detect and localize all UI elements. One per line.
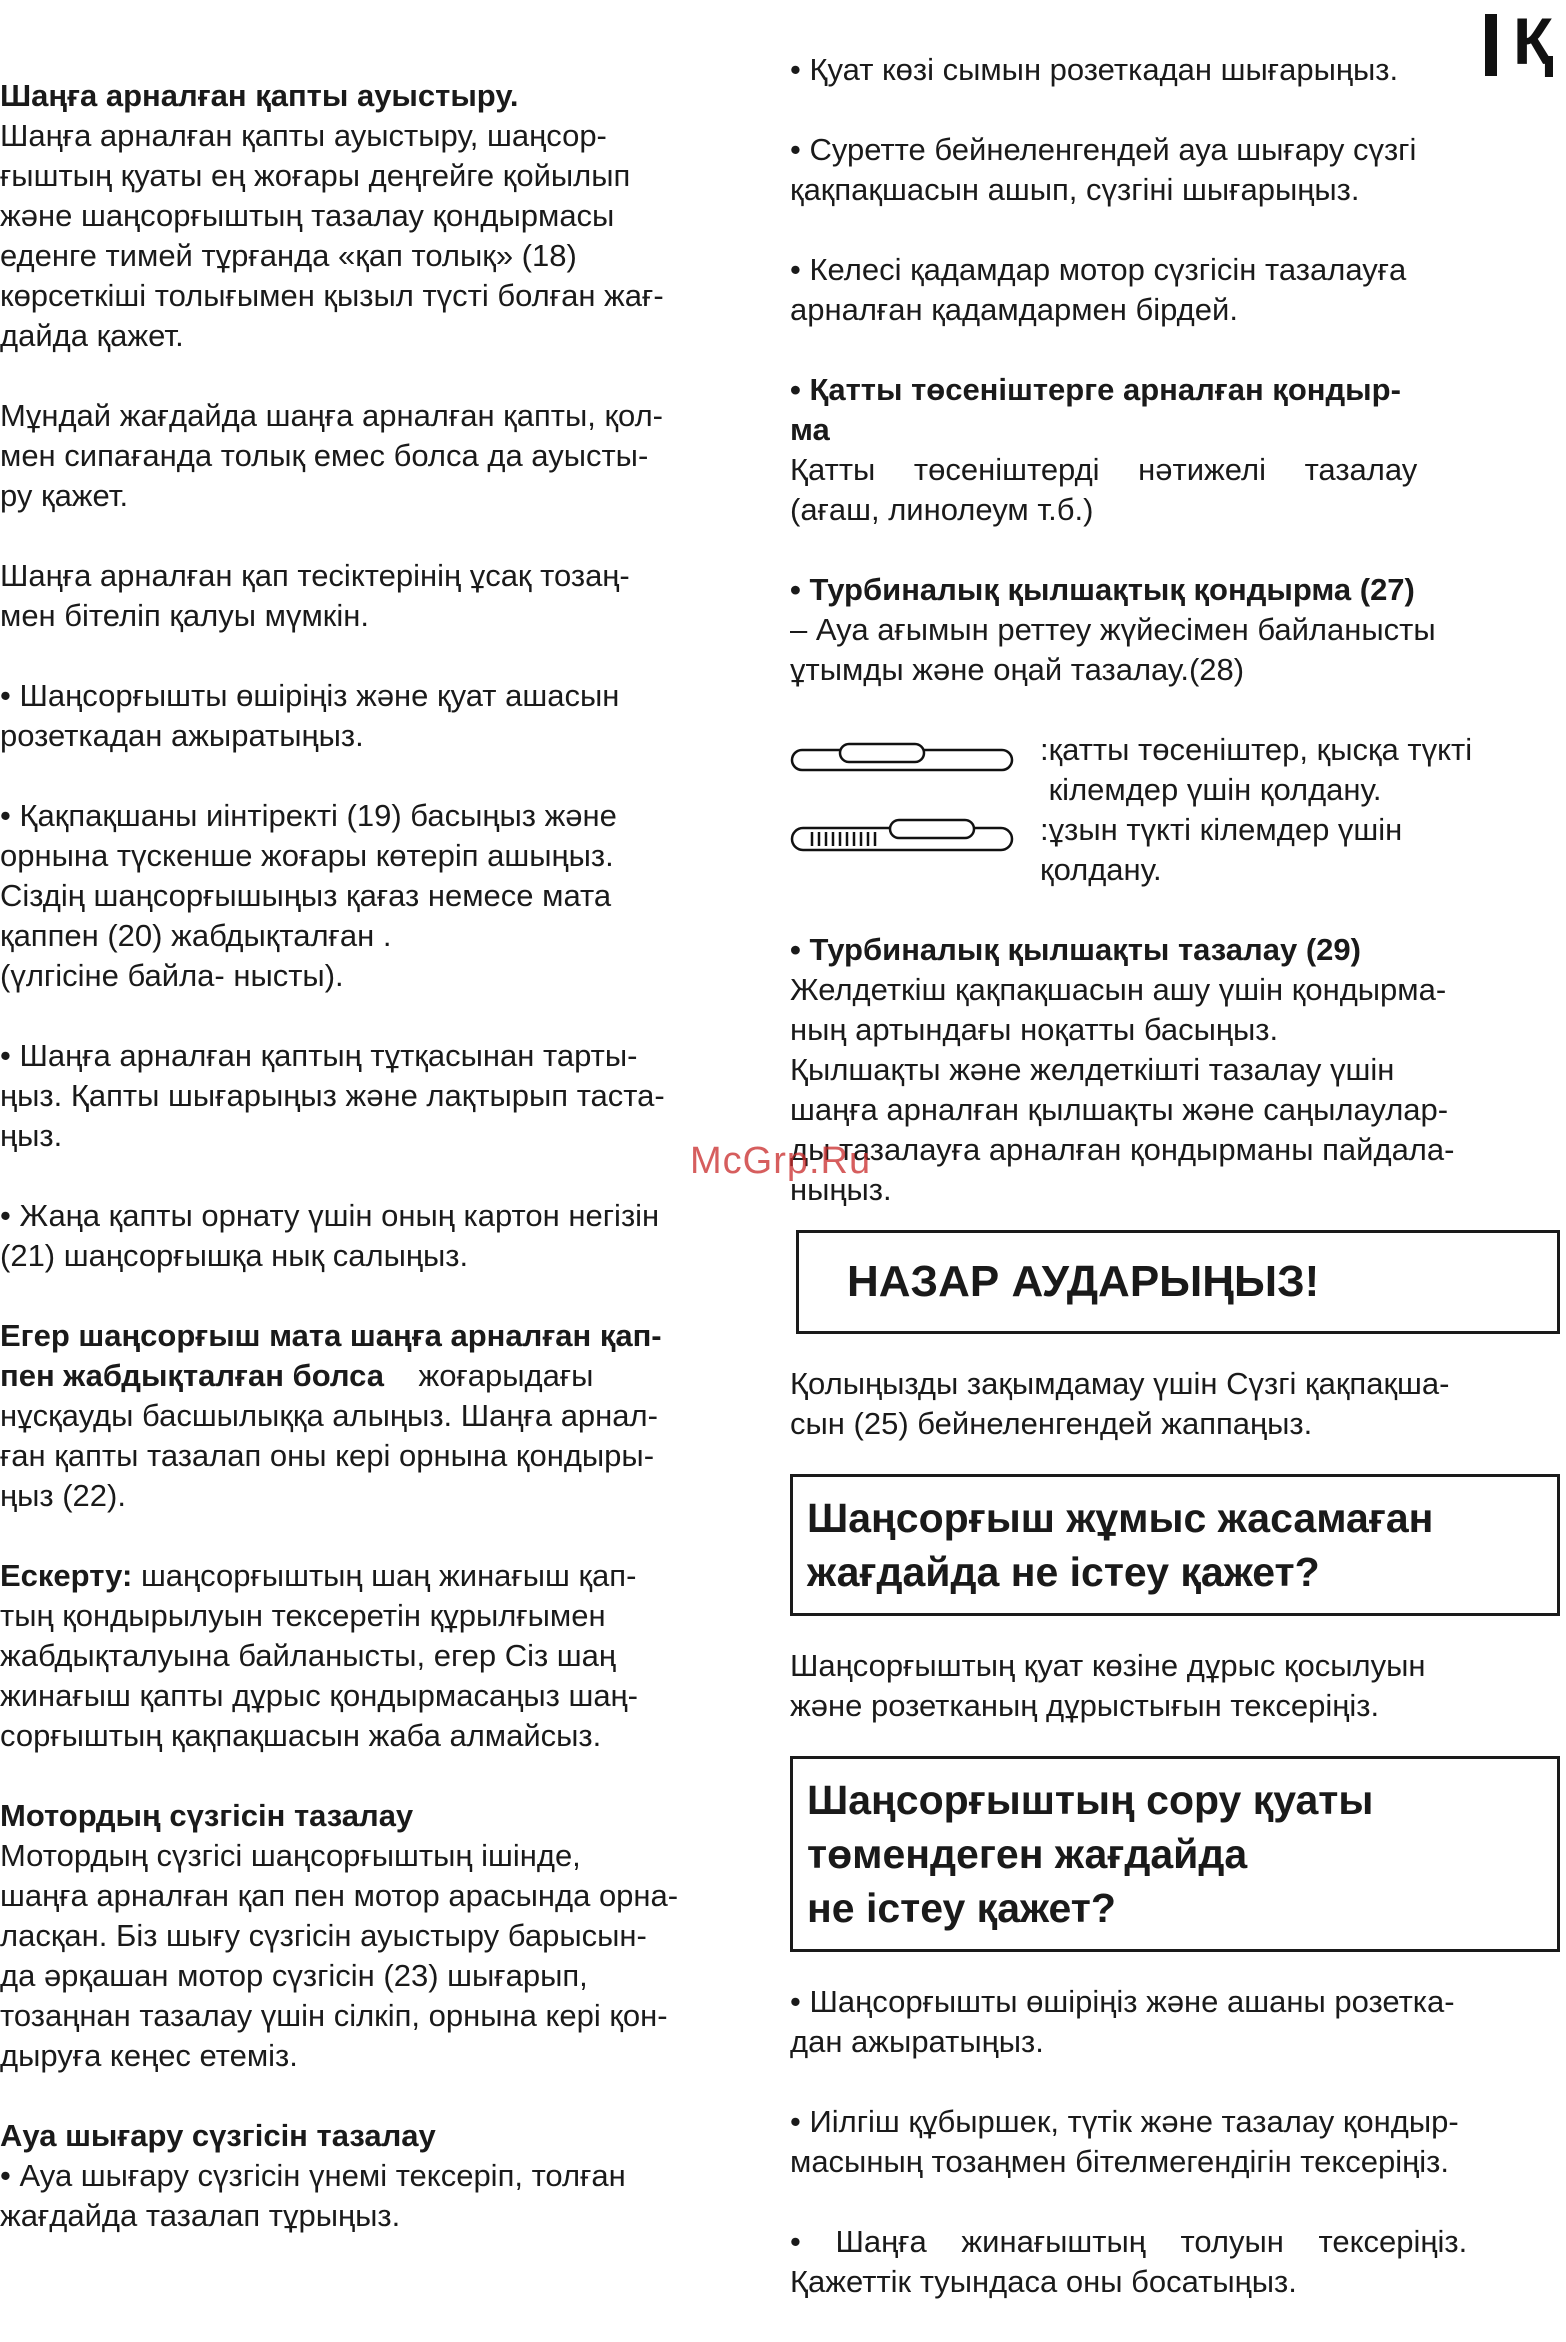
text-line: және розетканың дұрыстығын тексеріңіз. — [790, 1688, 1380, 1723]
text-line: • Шаңсорғышты өшіріңіз және ашаны розетка- — [790, 1984, 1455, 2019]
note-label: Ескерту: — [0, 1558, 133, 1593]
text-line: жинағыш қапты дұрыс қондырмасаңыз шаң- — [0, 1678, 638, 1713]
hard-floor-title: • Қатты төсеніштерге арналған қондыр- — [790, 372, 1401, 407]
text-line: мен сипағанда толық емес болса да ауысты- — [0, 438, 649, 473]
text-line: ныңыз. — [790, 1172, 892, 1207]
hard-floor-section — [790, 370, 1560, 530]
text-line: Мотордың сүзгісі шаңсорғыштың ішінде, — [0, 1838, 581, 1873]
text: жоғарыдағы — [418, 1358, 594, 1393]
text-line: ды тазалауға арналған қондырманы пайдала- — [790, 1132, 1455, 1167]
text-line: • Қуат көзі сымын розеткадан шығарыңыз. — [790, 52, 1399, 87]
text-line: ңыз. — [0, 1118, 63, 1153]
turbo-brush-section — [790, 570, 1560, 690]
paragraph — [790, 50, 1560, 90]
text-line: қаппен (20) жабдықталған . — [0, 918, 392, 953]
text-line: шаңға арналған қап пен мотор арасында орна- — [0, 1878, 679, 1913]
text-line: • Шаңсорғышты өшіріңіз және қуат ашасын — [0, 678, 620, 713]
text-line: • Ауа шығару сүзгісін үнемі тексеріп, толған — [0, 2158, 626, 2193]
paragraph — [0, 396, 772, 516]
text-line: нұсқауды басшылыққа алыңыз. Шаңға арнал- — [0, 1398, 658, 1433]
text-line: Шаңға арналған қап тесіктерінің ұсақ тозаң- — [0, 558, 630, 593]
text-line: кілемдер үшін қолдану. — [1040, 772, 1382, 807]
text-line: жағдайда тазалап тұрыңыз. — [0, 2198, 401, 2233]
text-line: • Суретте бейнеленгендей ауа шығару сүзгі — [790, 132, 1417, 167]
text-line: тозаңнан тазалау үшін сілкіп, орнына кері қон- — [0, 1998, 668, 2033]
text-line: ұтымды және оңай тазалау.(28) — [790, 652, 1245, 687]
exhaust-filter-title: Ауа шығару сүзгісін тазалау — [0, 2118, 436, 2153]
text-line: Қатты төсеніштерді нәтижелі тазалау — [790, 452, 1418, 487]
slider-short-pile-icon — [790, 742, 1020, 778]
text-line: (үлгісіне байла- нысты). — [0, 958, 344, 993]
bag-title: Шаңға арналған қапты ауыстыру. — [0, 78, 519, 113]
box-title-line: жағдайда не істеу қажет? — [807, 1549, 1320, 1595]
watermark: McGrp.Ru — [690, 1140, 872, 1182]
warning-text — [790, 1364, 1560, 1444]
brush-setting-text — [1040, 730, 1560, 890]
text-line: да әрқашан мотор сүзгісін (23) шығарып, — [0, 1958, 588, 1993]
text-bold: пен жабдықталған болса — [0, 1358, 385, 1393]
text-line: ру қажет. — [0, 478, 129, 513]
text: шаңсорғыштың шаң жинағыш қап- — [140, 1558, 637, 1593]
slider-long-pile-icon — [790, 816, 1020, 856]
turbo-clean-section — [790, 930, 1560, 1210]
note-paragraph — [0, 1556, 772, 1756]
text-line: • Жаңа қапты орнату үшін оның картон негізін — [0, 1198, 660, 1233]
paragraph — [0, 676, 772, 756]
text-line: Қылшақты және желдеткішті тазалау үшін — [790, 1052, 1395, 1087]
text-line: дайда қажет. — [0, 318, 184, 353]
motor-filter-title: Мотордың сүзгісін тазалау — [0, 1798, 414, 1833]
brush-setting-icons — [790, 730, 1040, 856]
text-line: мен бітеліп қалуы мүмкін. — [0, 598, 369, 633]
text-line: қолдану. — [1040, 852, 1162, 887]
paragraph — [790, 130, 1560, 210]
box-title-line: Шаңсорғыштың сору қуаты — [807, 1777, 1374, 1823]
language-letter: Қ — [1513, 4, 1554, 78]
text-line: Мұндай жағдайда шаңға арналған қапты, қол- — [0, 398, 664, 433]
text-line: Шаңсорғыштың қуат көзіне дұрыс қосылуын — [790, 1648, 1426, 1683]
text-line: Шаңға арналған қапты ауыстыру, шаңсор- — [0, 118, 607, 153]
text-line-bold: Егер шаңсорғыш мата шаңға арналған қап- — [0, 1318, 662, 1353]
box-title-line: Шаңсорғыш жұмыс жасамаған — [807, 1495, 1434, 1541]
text-line: – Ауа ағымын реттеу жүйесімен байланысты — [790, 612, 1436, 647]
hard-floor-title-cont: ма — [790, 412, 830, 447]
text-line: ғыштың қуаты ең жоғары деңгейге қойылып — [0, 158, 631, 193]
not-working-text — [790, 1646, 1560, 1726]
box-title-line: не істеу қажет? — [807, 1885, 1116, 1931]
text-line: (ағаш, линолеум т.б.) — [790, 492, 1094, 527]
text-line: :қатты төсеніштер, қысқа түкті — [1040, 732, 1473, 767]
text-line: еденге тимей тұрғанда «қап толық» (18) — [0, 238, 577, 273]
paragraph — [790, 250, 1560, 330]
box-title-line: төмендеген жағдайда — [807, 1831, 1248, 1877]
paragraph — [790, 1982, 1560, 2062]
warning-box — [796, 1230, 1560, 1334]
paragraph — [0, 1316, 772, 1516]
paragraph — [0, 1036, 772, 1156]
exhaust-filter-section — [0, 2116, 772, 2236]
paragraph — [0, 1196, 772, 1276]
text-line: сорғыштың қақпақшасын жаба алмайсыз. — [0, 1718, 602, 1753]
paragraph — [0, 796, 772, 996]
turbo-clean-title: • Турбиналық қылшақты тазалау (29) — [790, 932, 1361, 967]
paragraph — [0, 556, 772, 636]
text-line: • Келесі қадамдар мотор сүзгісін тазалауға — [790, 252, 1407, 287]
text-line: • Иілгіш құбыршек, түтік және тазалау қондыр- — [790, 2104, 1459, 2139]
left-column — [0, 76, 772, 2276]
text-line: жабдықталуына байланысты, егер Сіз шаң — [0, 1638, 617, 1673]
motor-filter-section — [0, 1796, 772, 2076]
text-line: және шаңсорғыштың тазалау қондырмасы — [0, 198, 615, 233]
text-line: Сіздің шаңсорғышыңыз қағаз немесе мата — [0, 878, 612, 913]
text-line: дыруға кеңес етеміз. — [0, 2038, 298, 2073]
text-line: тың қондырылуын тексеретін құрылғымен — [0, 1598, 606, 1633]
text-line: • Шаңға арналған қаптың тұтқасынан тарты- — [0, 1038, 638, 1073]
paragraph — [790, 2222, 1560, 2302]
text-line: • Шаңға жинағыштың толуын тексеріңіз. — [790, 2224, 1468, 2259]
text-line: шаңға арналған қылшақты және саңылаулар- — [790, 1092, 1449, 1127]
text-line: Желдеткіш қақпақшасын ашу үшін қондырма- — [790, 972, 1447, 1007]
brush-setting-legend — [790, 730, 1560, 890]
text-line: көрсеткіші толығымен қызыл түсті болған жағ- — [0, 278, 664, 313]
text-line: ңыз (22). — [0, 1478, 126, 1513]
text-line: қақпақшасын ашып, сүзгіні шығарыңыз. — [790, 172, 1360, 207]
text-line: Қолыңызды зақымдамау үшін Сүзгі қақпақша- — [790, 1366, 1450, 1401]
warning-title: НАЗАР АУДАРЫҢЫЗ! — [847, 1257, 1320, 1306]
text-line: ның артындағы ноқатты басыңыз. — [790, 1012, 1279, 1047]
right-column — [790, 50, 1560, 2342]
text-line: • Қақпақшаны иінтіректі (19) басыңыз және — [0, 798, 617, 833]
text-line: масының тозаңмен бітелмегендігін тексеріңіз. — [790, 2144, 1450, 2179]
paragraph — [790, 2102, 1560, 2182]
low-suction-box — [790, 1756, 1560, 1952]
text-line: (21) шаңсорғышқа нық салыңыз. — [0, 1238, 469, 1273]
turbo-brush-title: • Турбиналық қылшақтық қондырма (27) — [790, 572, 1415, 607]
text-line: Қажеттік туындаса оны босатыңыз. — [790, 2264, 1297, 2299]
text-line: ласқан. Біз шығу сүзгісін ауыстыру барысын- — [0, 1918, 647, 1953]
text-line: орнына түскенше жоғары көтеріп ашыңыз. — [0, 838, 614, 873]
text-line: сын (25) бейнеленгендей жаппаңыз. — [790, 1406, 1313, 1441]
bag-section — [0, 76, 772, 356]
text-line: ған қапты тазалап оны кері орнына қондыры- — [0, 1438, 655, 1473]
not-working-box — [790, 1474, 1560, 1616]
text-line: дан ажыратыңыз. — [790, 2024, 1044, 2059]
text-line: арналған қадамдармен бірдей. — [790, 292, 1238, 327]
text-line: ңыз. Қапты шығарыңыз және лақтырып таста- — [0, 1078, 665, 1113]
text-line: :ұзын түкті кілемдер үшін — [1040, 812, 1403, 847]
text-line: розеткадан ажыратыңыз. — [0, 718, 364, 753]
